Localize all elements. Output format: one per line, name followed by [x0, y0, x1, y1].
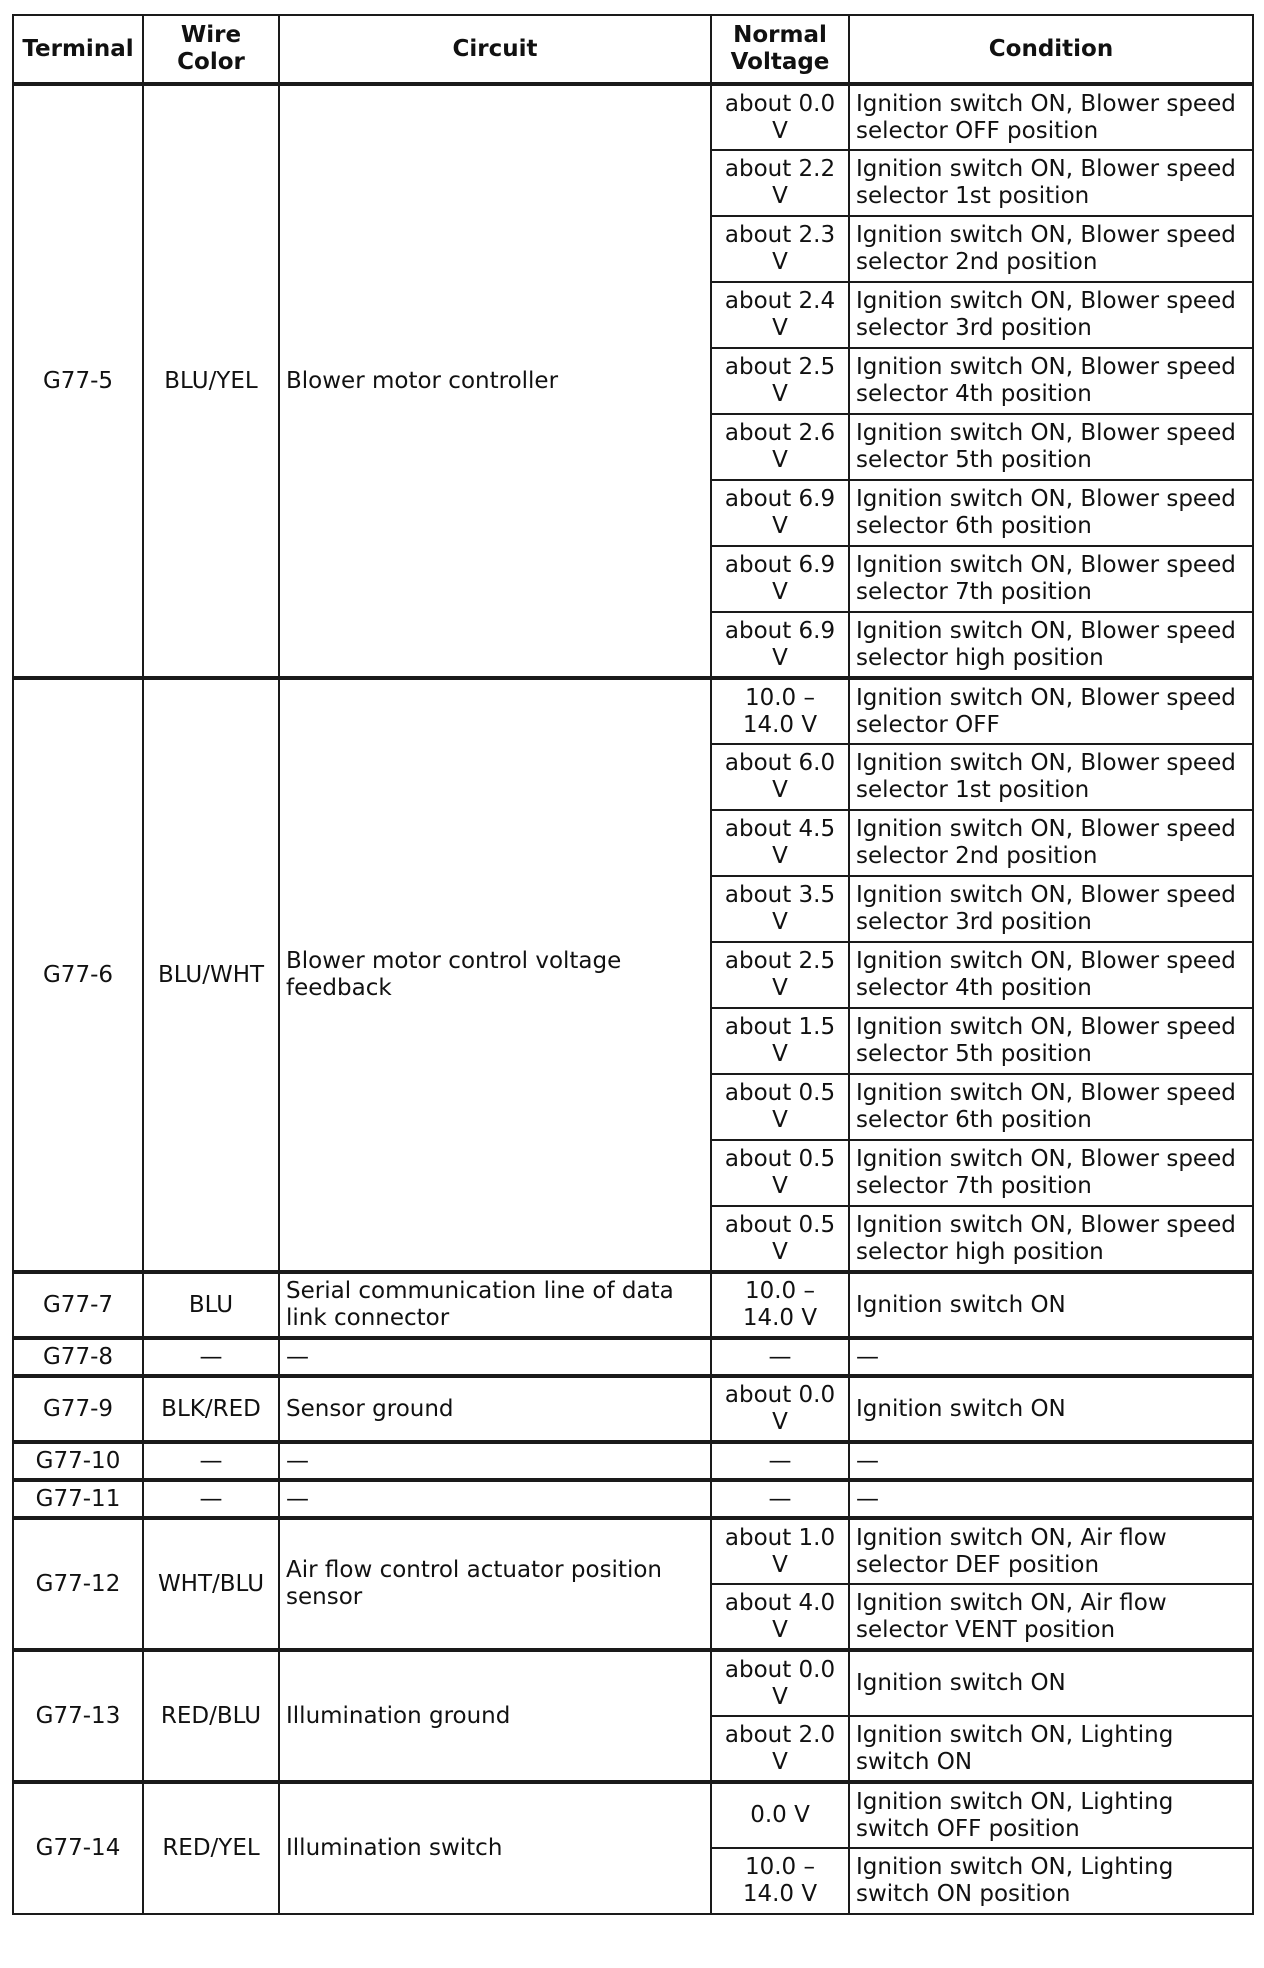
condition-cell: Ignition switch ON, Blower speed selector OFF — [849, 678, 1253, 744]
voltage-cell: about 0.0 V — [711, 1650, 849, 1716]
condition-cell: Ignition switch ON, Blower speed selector 7th position — [849, 546, 1253, 612]
voltage-cell: about 0.0 V — [711, 1376, 849, 1442]
condition-cell: Ignition switch ON, Blower speed selector 2nd position — [849, 810, 1253, 876]
wire-color-cell: — — [143, 1480, 279, 1518]
terminal-cell: G77-10 — [13, 1442, 143, 1480]
wire-color-cell: BLU/YEL — [143, 84, 279, 678]
wire-color-cell: — — [143, 1442, 279, 1480]
voltage-cell: 10.0 – 14.0 V — [711, 1848, 849, 1914]
condition-cell: Ignition switch ON, Lighting switch ON — [849, 1716, 1253, 1782]
condition-cell: Ignition switch ON, Blower speed selector 5th position — [849, 1008, 1253, 1074]
table-row — [13, 1782, 1253, 1848]
condition-cell: — — [849, 1338, 1253, 1376]
condition-cell: Ignition switch ON, Blower speed selector 4th position — [849, 348, 1253, 414]
voltage-cell: about 1.0 V — [711, 1518, 849, 1584]
voltage-cell: about 0.5 V — [711, 1140, 849, 1206]
wire-color-cell: — — [143, 1338, 279, 1376]
voltage-cell: about 6.9 V — [711, 480, 849, 546]
condition-cell: Ignition switch ON, Lighting switch ON position — [849, 1848, 1253, 1914]
terminal-cell: G77-14 — [13, 1782, 143, 1914]
voltage-cell: about 2.3 V — [711, 216, 849, 282]
wire-color-cell: WHT/BLU — [143, 1518, 279, 1650]
condition-cell: Ignition switch ON, Blower speed selector 3rd position — [849, 876, 1253, 942]
condition-cell: Ignition switch ON, Blower speed selector high position — [849, 612, 1253, 678]
condition-cell: Ignition switch ON — [849, 1272, 1253, 1338]
voltage-cell: about 0.5 V — [711, 1074, 849, 1140]
condition-cell: Ignition switch ON, Blower speed selector 6th position — [849, 480, 1253, 546]
circuit-cell: Illumination ground — [279, 1650, 711, 1782]
voltage-cell: about 2.6 V — [711, 414, 849, 480]
header-condition: Condition — [849, 15, 1253, 84]
header-circuit: Circuit — [279, 15, 711, 84]
voltage-cell: about 1.5 V — [711, 1008, 849, 1074]
condition-cell: Ignition switch ON, Blower speed selector 6th position — [849, 1074, 1253, 1140]
condition-cell: Ignition switch ON, Blower speed selector 2nd position — [849, 216, 1253, 282]
condition-cell: Ignition switch ON, Blower speed selector 1st position — [849, 744, 1253, 810]
voltage-cell: — — [711, 1338, 849, 1376]
voltage-cell: about 4.0 V — [711, 1584, 849, 1650]
wire-color-cell: RED/BLU — [143, 1650, 279, 1782]
voltage-cell: about 6.0 V — [711, 744, 849, 810]
terminal-cell: G77-13 — [13, 1650, 143, 1782]
voltage-cell: about 6.9 V — [711, 612, 849, 678]
table-body — [13, 84, 1253, 1914]
voltage-cell: 10.0 – 14.0 V — [711, 1272, 849, 1338]
voltage-cell: about 2.2 V — [711, 150, 849, 216]
condition-cell: Ignition switch ON — [849, 1650, 1253, 1716]
condition-cell: Ignition switch ON, Blower speed selector OFF position — [849, 84, 1253, 150]
circuit-cell: Serial communication line of data link connector — [279, 1272, 711, 1338]
circuit-cell: Air flow control actuator position sensor — [279, 1518, 711, 1650]
voltage-cell: — — [711, 1442, 849, 1480]
terminal-cell: G77-7 — [13, 1272, 143, 1338]
header-row — [13, 15, 1253, 84]
table-row — [13, 1480, 1253, 1518]
condition-cell: Ignition switch ON, Blower speed selector 5th position — [849, 414, 1253, 480]
voltage-cell: — — [711, 1480, 849, 1518]
condition-cell: Ignition switch ON, Blower speed selector 3rd position — [849, 282, 1253, 348]
condition-cell: Ignition switch ON, Air flow selector DEF position — [849, 1518, 1253, 1584]
voltage-cell: about 0.5 V — [711, 1206, 849, 1272]
condition-cell: — — [849, 1480, 1253, 1518]
circuit-cell: Blower motor control voltage feedback — [279, 678, 711, 1272]
table-row — [13, 84, 1253, 150]
voltage-cell: 10.0 – 14.0 V — [711, 678, 849, 744]
table-row — [13, 1650, 1253, 1716]
circuit-cell: Sensor ground — [279, 1376, 711, 1442]
terminal-cell: G77-12 — [13, 1518, 143, 1650]
voltage-cell: about 4.5 V — [711, 810, 849, 876]
terminal-voltage-table — [12, 14, 1254, 1915]
voltage-cell: about 0.0 V — [711, 84, 849, 150]
wire-color-cell: BLU — [143, 1272, 279, 1338]
table-row — [13, 1338, 1253, 1376]
circuit-cell: Blower motor controller — [279, 84, 711, 678]
wire-color-cell: RED/YEL — [143, 1782, 279, 1914]
condition-cell: Ignition switch ON, Blower speed selector 1st position — [849, 150, 1253, 216]
header-wire-color: Wire Color — [143, 15, 279, 84]
circuit-cell: Illumination switch — [279, 1782, 711, 1914]
condition-cell: — — [849, 1442, 1253, 1480]
circuit-cell: — — [279, 1480, 711, 1518]
table-row — [13, 1376, 1253, 1442]
terminal-cell: G77-6 — [13, 678, 143, 1272]
table-row — [13, 1442, 1253, 1480]
condition-cell: Ignition switch ON — [849, 1376, 1253, 1442]
terminal-cell: G77-5 — [13, 84, 143, 678]
terminal-cell: G77-11 — [13, 1480, 143, 1518]
condition-cell: Ignition switch ON, Blower speed selector 4th position — [849, 942, 1253, 1008]
table-row — [13, 1518, 1253, 1584]
voltage-cell: about 2.5 V — [711, 348, 849, 414]
voltage-cell: about 2.4 V — [711, 282, 849, 348]
header-normal-voltage: Normal Voltage — [711, 15, 849, 84]
condition-cell: Ignition switch ON, Lighting switch OFF position — [849, 1782, 1253, 1848]
voltage-cell: 0.0 V — [711, 1782, 849, 1848]
condition-cell: Ignition switch ON, Blower speed selector 7th position — [849, 1140, 1253, 1206]
voltage-cell: about 6.9 V — [711, 546, 849, 612]
voltage-cell: about 3.5 V — [711, 876, 849, 942]
voltage-cell: about 2.5 V — [711, 942, 849, 1008]
wire-color-cell: BLK/RED — [143, 1376, 279, 1442]
table-row — [13, 1272, 1253, 1338]
circuit-cell: — — [279, 1442, 711, 1480]
condition-cell: Ignition switch ON, Blower speed selector high position — [849, 1206, 1253, 1272]
terminal-cell: G77-9 — [13, 1376, 143, 1442]
condition-cell: Ignition switch ON, Air flow selector VENT position — [849, 1584, 1253, 1650]
terminal-cell: G77-8 — [13, 1338, 143, 1376]
voltage-cell: about 2.0 V — [711, 1716, 849, 1782]
table-row — [13, 678, 1253, 744]
wire-color-cell: BLU/WHT — [143, 678, 279, 1272]
header-terminal: Terminal — [13, 15, 143, 84]
circuit-cell: — — [279, 1338, 711, 1376]
